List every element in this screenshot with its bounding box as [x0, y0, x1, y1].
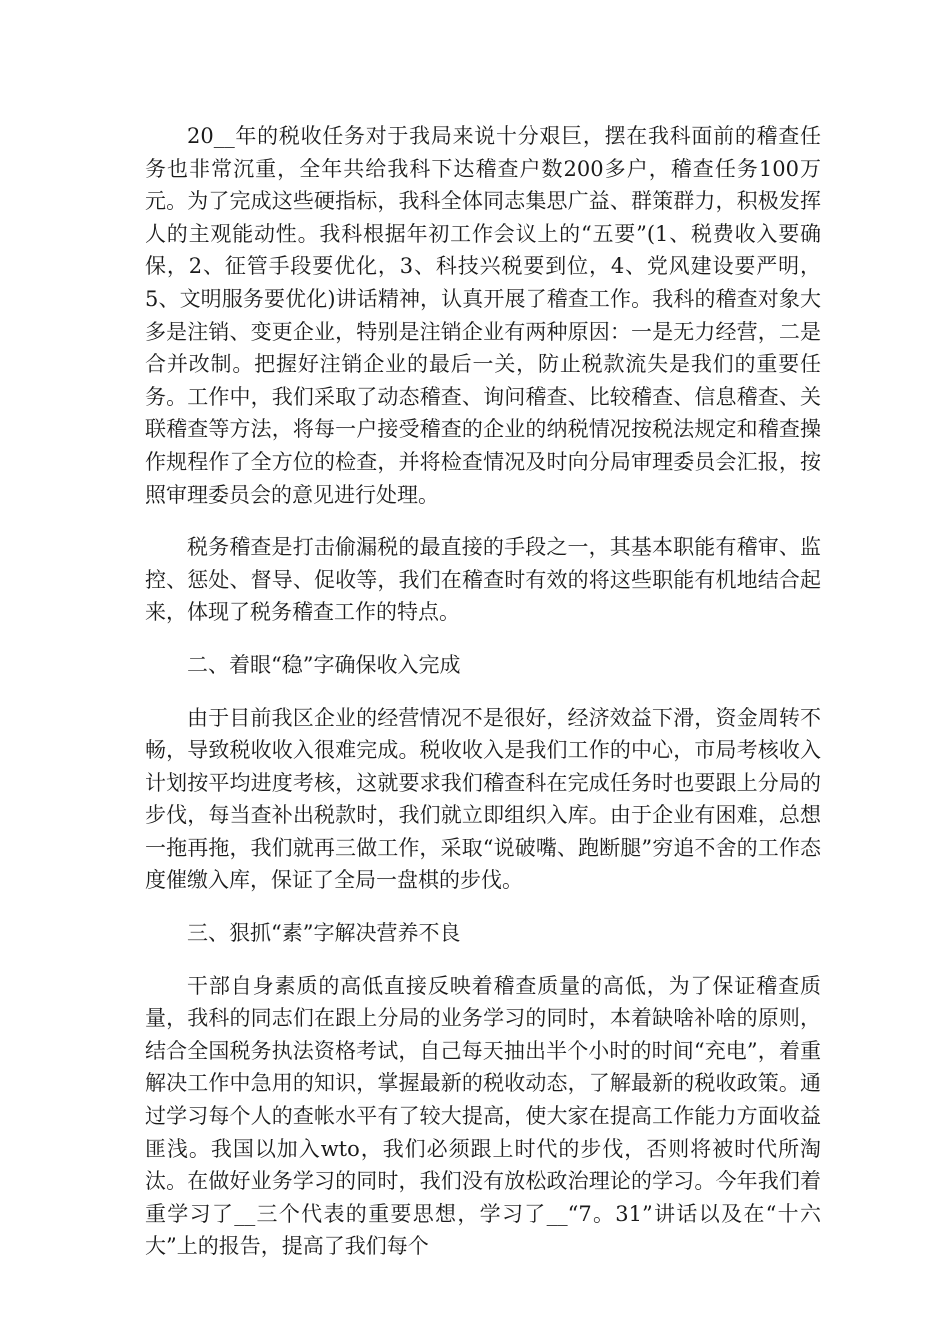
paragraph-audit-functions: 税务稽查是打击偷漏税的最直接的手段之一，其基本职能有稽审、监控、惩处、督导、促收等，我们在稽查时有效的将这些职能有机地结合起来，体现了税务稽查工作的特点。: [145, 535, 821, 625]
section-heading-quality: 三、狠抓“素”字解决营养不良: [187, 921, 461, 946]
document-page: [145, 120, 821, 1283]
paragraph-revenue: 由于目前我区企业的经营情况不是很好，经济效益下滑，资金周转不畅，导致税收收入很难完成。税收收入是我们工作的中心，市局考核收入计划按平均进度考核，这就要求我们稽查科在完成任务时也要跟上分局的步伐，每当查补出税款时，我们就立即组织入库。由于企业有困难，总想一拖再拖，我们就再三做工作，采取“说破嘴、跑断腿”穷追不舍的工作态度催缴入库，保证了全局一盘棋的步伐。: [145, 705, 821, 893]
paragraph-staff-quality: 干部自身素质的高低直接反映着稽查质量的高低，为了保证稽查质量，我科的同志们在跟上分局的业务学习的同时，本着缺啥补啥的原则，结合全国税务执法资格考试，自己每天抽出半个小时的时间“充电”，着重解决工作中急用的知识，掌握最新的税收动态，了解最新的税收政策。通过学习每个人的查帐水平有了较大提高，使大家在提高工作能力方面收益匪浅。我国以加入wto，我们必须跟上时代的步伐，否则将被时代所淘汰。在做好业务学习的同时，我们没有放松政治理论的学习。今年我们着重学习了__三个代表的重要思想，学习了__“7。31”讲话以及在“十六大”上的报告，提高了我们每个: [145, 973, 821, 1259]
paragraph-tax-task: 20__年的税收任务对于我局来说十分艰巨，摆在我科面前的稽查任务也非常沉重，全年共给我科下达稽查户数200多户，稽查任务100万元。为了完成这些硬指标，我科全体同志集思广益、群策群力，积极发挥人的主观能动性。我科根据年初工作会议上的“五要”(1、税费收入要确保，2、征管手段要优化，3、科技兴税要到位，4、党风建设要严明，5、文明服务要优化)讲话精神，认真开展了稽查工作。我科的稽查对象大多是注销、变更企业，特别是注销企业有两种原因：一是无力经营，二是合并改制。把握好注销企业的最后一关，防止税款流失是我们的重要任务。工作中，我们采取了动态稽查、询问稽查、比较稽查、信息稽查、关联稽查等方法，将每一户接受稽查的企业的纳税情况按税法规定和稽查操作规程作了全方位的检查，并将检查情况及时向分局审理委员会汇报，按照审理委员会的意见进行处理。: [145, 124, 821, 507]
section-heading-stability: 二、着眼“稳”字确保收入完成: [187, 652, 461, 677]
